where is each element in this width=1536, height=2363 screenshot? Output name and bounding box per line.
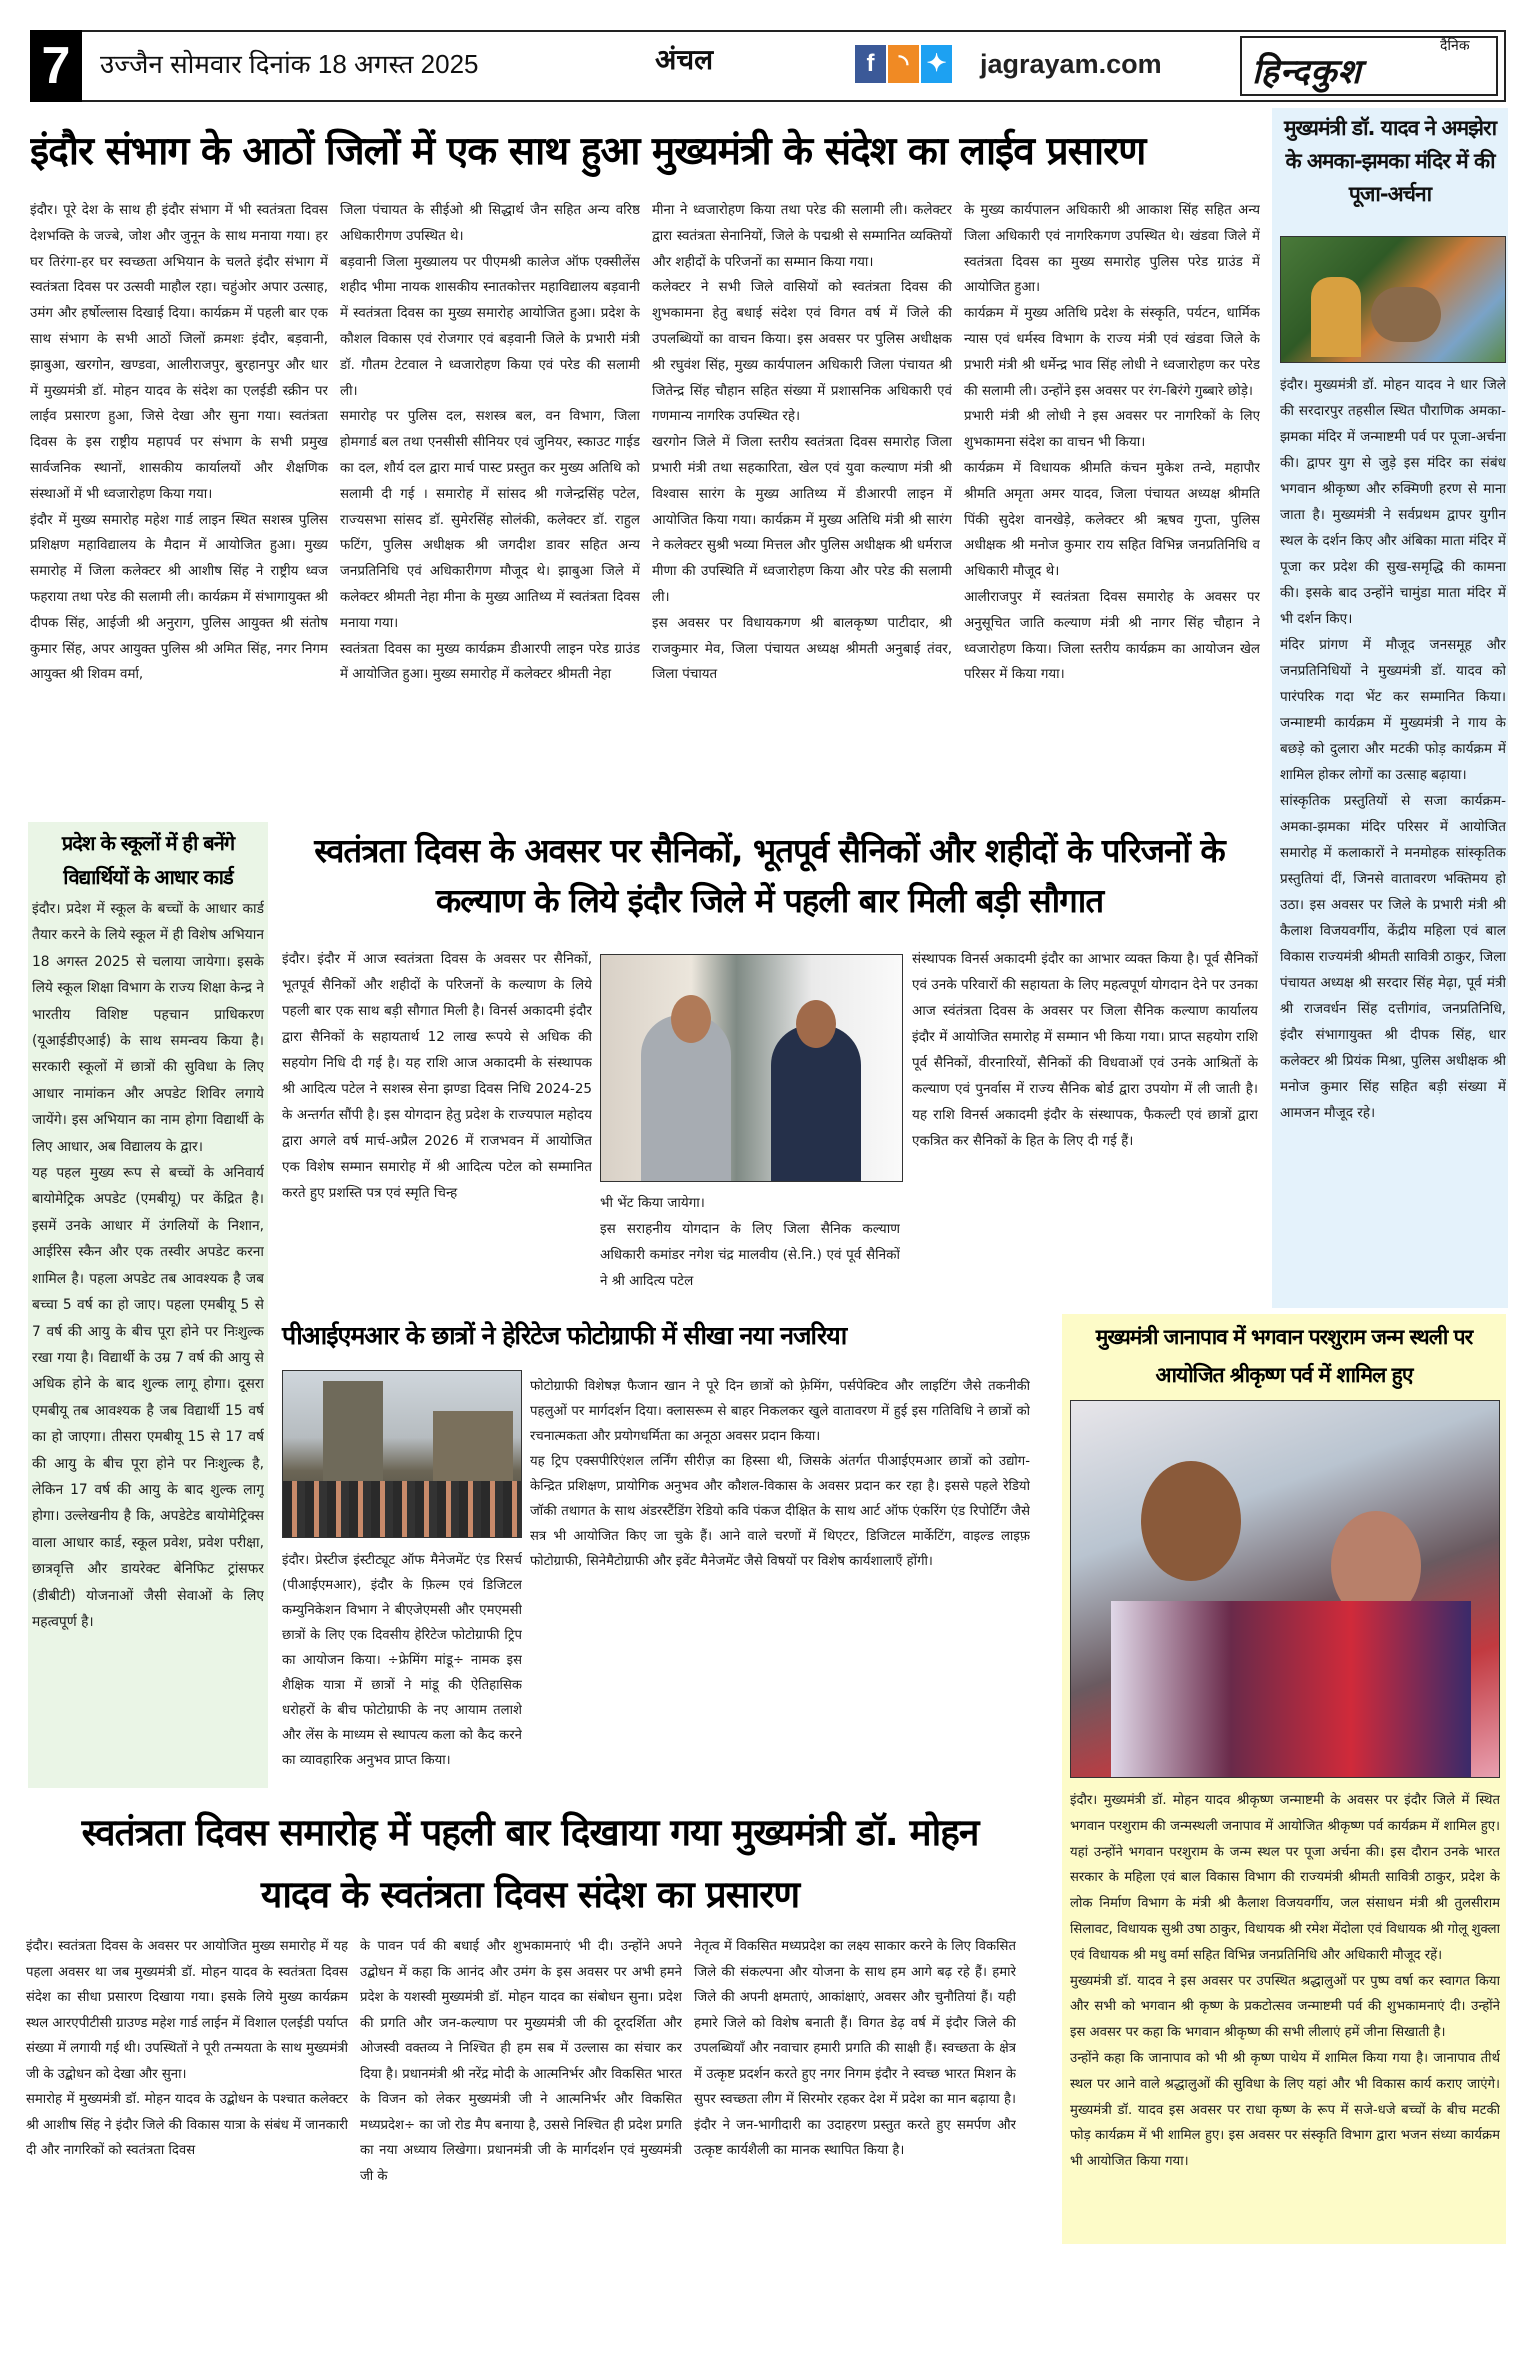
lead-column-3: मीना ने ध्वजारोहण किया तथा परेड की सलामी ली। कलेक्टर द्वारा स्वतंत्रता सेनानियों, जिले के पद्मश्री से सम्मानित व्यक्तियों और शहीदों के परिजनों का सम्मान किया गया। कलेक्टर ने सभी जिले वासियों को स्वतंत्रता दिवस की शुभकामना हेतु बधाई संदेश एवं विगत वर्ष में जिले की उपलब्धियों का वाचन किया। इस अवसर पर पुलिस अधीक्षक श्री रघुवंश सिंह, मुख्य कार्यपालन अधिकारी जिला पंचायत श्री जितेन्द्र सिंह चौहान सहित संख्या में प्रशासनिक अधिकारी एवं गणमान्य नागरिक उपस्थित रहे। खरगोन जिले में जिला स्तरीय स्वतंत्रता दिवस समारोह जिला प्रभारी मंत्री तथा सहकारिता, खेल एवं युवा कल्याण मंत्री श्री विश्वास सारंग के मुख्य आतिथ्य में डीआरपी लाइन में आयोजित किया गया। कार्यक्रम में मुख्य अतिथि मंत्री श्री सारंग ने कलेक्टर सुश्री भव्या मित्तल और पुलिस अधीक्षक श्री धर्मराज मीणा की उपस्थिति में ध्वजारोहण किया और परेड की सलामी ली। इस अवसर पर विधायकगण श्री बालकृष्ण पाटीदार, श्री राजकुमार मेव, जिला पंचायत अध्यक्ष श्रीमती अनुबाई तंवर, जिला पंचायत (652, 203, 952, 683)
pimr-column-1: इंदौर। प्रेस्टीज इंस्टीट्यूट ऑफ मैनेजमेंट एंड रिसर्च (पीआईएमआर), इंदौर के फ़िल्म एवं डिजिटल कम्युनिकेशन विभाग ने बीएजेएमसी और एमएमसी छात्रों के लिए एक दिवसीय हेरिटेज फोटोग्राफी ट्रिप का आयोजन किया। ÷फ्रेमिंग मांडू÷ नामक इस शैक्षिक यात्रा में छात्रों ने मांडू की ऐतिहासिक धरोहरों के बीच फोटोग्राफी के नए आयाम तलाशे और लेंस के माध्यम से स्थापत्य कला को कैद करने का व्यावहारिक अनुभव प्राप्त किया। (282, 1553, 522, 1768)
face-right (796, 1000, 836, 1048)
photo-figure (1311, 277, 1361, 357)
website-link[interactable]: jagrayam.com (980, 49, 1162, 79)
lead-column-1: इंदौर। पूरे देश के साथ ही इंदौर संभाग में भी स्वतंत्रता दिवस देशभक्ति के जज्बे, जोश और जुनून के साथ मनाया गया। हर घर तिरंगा-हर घर स्वच्छता अभियान के चलते इंदौर संभाग में स्वतंत्रता दिवस पर उत्सवी माहौल रहा। चहुंओर अपार उत्साह, उमंग और हर्षोल्लास दिखाई दिया। कार्यक्रम में पहली बार एक साथ संभाग के सभी आठों जिलों क्रमशः इंदौर, बड़वानी, झाबुआ, खरगोन, खण्डवा, आलीराजपुर, बुरहानपुर और धार में मुख्यमंत्री डॉ. मोहन यादव के संदेश का एलईडी स्क्रीन पर लाईव प्रसारण हुआ, जिसे देखा और सुना गया। स्वतंत्रता दिवस के इस राष्ट्रीय महापर्व पर संभाग के सभी प्रमुख सार्वजनिक स्थानों, शासकीय कार्यालयों और शैक्षणिक संस्थाओं में भी ध्वजारोहण किया गया। इंदौर में मुख्य समारोह महेश गार्ड लाइन स्थित सशस्त्र पुलिस प्रशिक्षण महाविद्यालय के मैदान में आयोजित हुआ। मुख्य समारोह में जिला कलेक्टर श्री आशीष सिंह ने राष्ट्रीय ध्वज फहराया तथा परेड की सलामी ली। कार्यक्रम में संभागायुक्त श्री दीपक सिंह, आईजी श्री अनुराग, पुलिस आयुक्त श्री संतोष कुमार सिंह, अपर आयुक्त पुलिस श्री अमित सिंह, नगर निगम आयुक्त श्री शिवम वर्मा, (30, 203, 328, 683)
broadcast-headline: स्वतंत्रता दिवस समारोह में पहली बार दिखाया गया मुख्यमंत्री डॉ. मोहन यादव के स्वतंत्रता दिवस संदेश का प्रसारण (81, 1811, 979, 1916)
janapav-photo (1070, 1400, 1500, 1778)
paper-name: हिन्दकुश (1252, 52, 1362, 92)
janapav-body: इंदौर। मुख्यमंत्री डॉ. मोहन यादव श्रीकृष्ण जन्माष्टमी के अवसर पर इंदौर जिले में स्थित भगवान परशुराम की जन्मस्थली जनापाव में आयोजित श्रीकृष्ण पर्व कार्यक्रम में शामिल हुए। यहां उन्होंने भगवान परशुराम के जन्म स्थल पर पूजा अर्चना की। इस दौरान उनके भारत सरकार के महिला एवं बाल विकास विभाग की राज्यमंत्री श्रीमती सावित्री ठाकुर, प्रदेश के लोक निर्माण विभाग के मंत्री श्री कैलाश विजयवर्गीय, जल संसाधन मंत्री श्री तुलसीराम सिलावट, विधायक सुश्री उषा ठाकुर, विधायक श्री रमेश मेंदोला एवं विधायक श्री गोलू शुक्ला एवं विधायक श्री मधु वर्मा सहित विभिन्न जनप्रतिनिधि और अधिकारी मौजूद रहें। मुख्यमंत्री डॉ. यादव ने इस अवसर पर उपस्थित श्रद्धालुओं पर पुष्प वर्षा कर स्वागत किया और सभी को भगवान श्री कृष्ण के प्रकटोत्सव जन्माष्टमी पर्व की शुभकामनाएं दी। उन्होंने इस अवसर पर कहा कि भगवान श्रीकृष्ण की सभी लीलाएं हमें जीना सिखाती है। उन्होंने कहा कि जानापाव को भी श्री कृष्ण पाथेय में शामिल किया गया है। जानापाव तीर्थ स्थल पर आने वाले श्रद्धालुओं की सुविधा के लिए यहां और भी विकास कार्य कराए जाएंगे। मुख्यमंत्री डॉ. यादव इस अवसर पर राधा कृष्ण के रूप में सजे-धजे बच्चों के बीच मटकी फोड़ कार्यक्रम में भी शामिल हुए। इस अवसर पर संस्कृति विभाग द्वारा भजन संध्या कार्यक्रम भी आयोजित किया गया। (1070, 1793, 1500, 2170)
pimr-column-2b: फोटोग्राफी विशेषज्ञ फैजान खान ने पूरे दिन छात्रों को फ़्रेमिंग, पर्सपेक्टिव और लाइटिंग जैसे तकनीकी पहलुओं पर मार्गदर्शन दिया। क्लासरूम से बाहर निकलकर खुले वातावरण में हुई इस गतिविधि ने छात्रों को रचनात्मकता और प्रयोगधर्मिता का अनूठा अवसर प्रदान किया। यह ट्रिप एक्सपीरिएंशल लर्निंग सीरीज़ का हिस्सा थी, जिसके अंतर्गत पीआईएमआर छात्रों को उद्योग-केन्द्रित प्रशिक्षण, प्रायोगिक अनुभव और कौशल-विकास के अवसर प्रदान कर रहा है। इससे पहले रेडियो जॉकी तथागत के साथ अंडरस्टैंडिंग रेडियो कवि पंकज दीक्षित के साथ आर्ट ऑफ एंकरिंग एंड रिपोर्टिंग जैसे सत्र भी आयोजित किए जा चुके हैं। आने वाले चरणों में थिएटर, डिजिटल मार्केटिंग, वाइल्ड लाइफ़ फोटोग्राफी, सिनेमैटोग्राफी और इवेंट मैनेजमेंट जैसे विषयों पर विशेष कार्यशालाएँ होंगी। (530, 1379, 1030, 1569)
ruin-arch (323, 1381, 383, 1491)
lead-column-4: के मुख्य कार्यपालन अधिकारी श्री आकाश सिंह सहित अन्य जिला अधिकारी एवं नागरिकगण उपस्थित थे। खंडवा जिले में स्वतंत्रता दिवस का मुख्य समारोह पुलिस परेड ग्राउंड में आयोजित हुआ। कार्यक्रम में मुख्य अतिथि प्रदेश के संस्कृति, पर्यटन, धार्मिक न्यास एवं धर्मस्व विभाग के राज्य मंत्री एवं खंडवा जिले के प्रभारी मंत्री श्री धर्मेन्द्र भाव सिंह लोधी ने ध्वजारोहण कर परेड की सलामी ली। उन्होंने इस अवसर पर रंग-बिरंगे गुब्बारे छोड़े। प्रभारी मंत्री श्री लोधी ने इस अवसर पर नागरिकों के लिए शुभकामना संदेश का वाचन भी किया। कार्यक्रम में विधायक श्रीमति कंचन मुकेश तन्वे, महापौर श्रीमति अमृता अमर यादव, जिला पंचायत अध्यक्ष श्रीमति पिंकी सुदेश वानखेड़े, कलेक्टर श्री ऋषव गुप्ता, पुलिस अधीक्षक श्री मनोज कुमार राय सहित विभिन्न जनप्रतिनिधि व अधिकारी मौजूद थे। आलीराजपुर में स्वतंत्रता दिवस समारोह के अवसर पर अनुसूचित जाति कल्याण मंत्री श्री नागर सिंह चौहान ने ध्वजारोहण किया। जिला स्तरीय कार्यक्रम का आयोजन खेल परिसर में किया गया। (964, 203, 1260, 683)
paper-tag: दैनिक (1440, 38, 1470, 54)
aadhaar-body: इंदौर। प्रदेश में स्कूल के बच्चों के आधार कार्ड तैयार करने के लिये स्कूल में ही विशेष अभियान 18 अगस्त 2025 से चलाया जायेगा। इसके लिये स्कूल शिक्षा विभाग के राज्य शिक्षा केन्द्र ने भारतीय विशिष्ट पहचान प्राधिकरण (यूआईडीएआई) के साथ समन्वय किया है। सरकारी स्कूलों में छात्रों की सुविधा के लिए आधार नामांकन और अपडेट शिविर लगाये जायेंगे। इस अभियान का नाम होगा विद्यार्थी के लिए आधार, अब विद्यालय के द्वार। यह पहल मुख्य रूप से बच्चों के अनिवार्य बायोमेट्रिक अपडेट (एमबीयू) पर केंद्रित है। इसमें उनके आधार में उंगलियों के निशान, आईरिस स्कैन और एक तस्वीर अपडेट करना शामिल है। पहला अपडेट तब आवश्यक है जब बच्चा 5 वर्ष का हो जाए। पहला एमबीयू 5 से 7 वर्ष की आयु के बीच पूरा होने पर निःशुल्क रखा गया है। विद्यार्थी के उम्र 7 वर्ष की आयु से अधिक होने के बाद शुल्क लागू होगा। दूसरा एमबीयू तब आवश्यक है जब विद्यार्थी 15 वर्ष का हो जाएगा। तीसरा एमबीयू 15 से 17 वर्ष की आयु के बीच पूरा होने पर निःशुल्क है, लेकिन 17 वर्ष की आयु के बाद शुल्क लागू होगा। उल्लेखनीय है कि, अपडेटेड बायोमेट्रिक्स वाला आधार कार्ड, स्कूल प्रवेश, प्रवेश परीक्षा, छात्रवृत्ति और डायरेक्ट बेनिफिट ट्रांसफर (डीबीटी) योजनाओं जैसी सेवाओं के लिए महत्वपूर्ण है। (32, 901, 264, 1630)
broadcast-column-1: इंदौर। स्वतंत्रता दिवस के अवसर पर आयोजित मुख्य समारोह में यह पहला अवसर था जब मुख्यमंत्री डॉ. मोहन यादव के स्वतंत्रता दिवस संदेश का सीधा प्रसारण दिखाया गया। इसके लिये मुख्य कार्यक्रम स्थल आरएपीटीसी ग्राउण्ड महेश गार्ड लाईन में विशाल एलईडी पर्याप्त संख्या में लगायी गई थी। उपस्थितों ने पूरी तन्मयता के साथ मुख्यमंत्री जी के उद्बोधन को देखा और सुना। समारोह में मुख्यमंत्री डॉ. मोहन यादव के उद्बोधन के पश्चात कलेक्टर श्री आशीष सिंह ने इंदौर जिले की विकास यात्रा के संबंध में जानकारी दी और नागरिकों को स्वतंत्रता दिवस (26, 1939, 348, 2158)
lead-column-2: जिला पंचायत के सीईओ श्री सिद्धार्थ जैन सहित अन्य वरिष्ठ अधिकारीगण उपस्थित थे। बड़वानी जिला मुख्यालय पर पीएमश्री कालेज ऑफ एक्सीलेंस शहीद भीमा नायक शासकीय स्नातकोत्तर महाविद्यालय बड़वानी में स्वतंत्रता दिवस का मुख्य समारोह आयोजित हुआ। प्रदेश के कौशल विकास एवं रोजगार एवं बड़वानी जिले के प्रभारी मंत्री डॉ. गौतम टेटवाल ने ध्वजारोहण किया एवं परेड की सलामी ली। समारोह पर पुलिस दल, सशस्त्र बल, वन विभाग, जिला होमगार्ड बल तथा एनसीसी सीनियर एवं जुनियर, स्काउट गाईड का दल, शौर्य दल द्वारा मार्च पास्ट प्रस्तुत कर मुख्य अतिथि को सलामी दी गई । समारोह में सांसद श्री गजेन्द्रसिंह पटेल, राज्यसभा सांसद डॉ. सुमेरसिंह सोलंकी, कलेक्टर डॉ. राहुल फटिंग, पुलिस अधीक्षक श्री जगदीश डावर सहित अन्य जनप्रतिनिधि एवं अधिकारीगण मौजूद थे। झाबुआ जिले में कलेक्टर श्रीमती नेहा मीना के मुख्य आतिथ्य में स्वतंत्रता दिवस मनाया गया। स्वतंत्रता दिवस का मुख्य कार्यक्रम डीआरपी लाइन परेड ग्राउंड में आयोजित हुआ। मुख्य समारोह में कलेक्टर श्रीमती नेहा (340, 203, 640, 683)
person-right (771, 1025, 861, 1182)
soldiers-column-3: संस्थापक विनर्स अकादमी इंदौर का आभार व्यक्त किया है। पूर्व सैनिकों एवं उनके परिवारों की सहायता के लिए महत्वपूर्ण योगदान देने पर उनका आज स्वंतंत्रता दिवस के अवसर पर जिला सैनिक कल्याण कार्यालय इंदौर में आयोजित समारोह में सम्मान भी किया गया। प्राप्त सहयोग राशि पूर्व सैनिकों, वीरनारियों, सैनिकों की विधवाओं एवं उनके आश्रितों के कल्याण एवं पुनर्वास में राज्य सैनिक बोर्ड द्वारा उपयोग में ली जाती है। यह राशि विनर्स अकादमी इंदौर के संस्थापक, फैकल्टी एवं छात्रों द्वारा एकत्रित कर सैनिकों के हित के लिए दी गई हैं। (912, 951, 1258, 1149)
soldiers-photo (600, 954, 903, 1182)
broadcast-column-3: नेतृत्व में विकसित मध्यप्रदेश का लक्ष्य साकार करने के लिए विकसित जिले की संकल्पना और योजना के साथ हम आगे बढ़ रहे हैं। हमारे जिले की अपनी क्षमताएं, आकांक्षाएं, अवसर और चुनौतियां हैं। यही हमारे जिले को विशेष बनाती हैं। विगत डेढ़ वर्ष में इंदौर जिले की उपलब्धियाँ और नवाचार हमारी प्रगति की साक्षी हैं। स्वच्छता के क्षेत्र में उत्कृष्ट प्रदर्शन करते हुए नगर निगम इंदौर ने स्वच्छ भारत मिशन के सुपर स्वच्छता लीग में सिरमोर रहकर देश में प्रदेश का मान बढ़ाया है। इंदौर ने जन-भागीदारी का उदाहरण प्रस्तुत करते हुए समर्पण और उत्कृष्ट कार्यशैली का मानक स्थापित किया है। (694, 1939, 1016, 2158)
broadcast-column-2: के पावन पर्व की बधाई और शुभकामनाएं भी दी। उन्होंने अपने उद्बोधन में कहा कि आनंद और उमंग के इस अवसर पर अभी हमने प्रदेश के यशस्वी मुख्यमंत्री डॉ. मोहन यादव का संबोधन सुना। प्रदेश की प्रगति और जन-कल्याण पर मुख्यमंत्री जी की दूरदर्शिता और ओजस्वी वक्तव्य ने निश्चित ही हम सब में उल्लास का संचार कर दिया है। प्रधानमंत्री श्री नरेंद्र मोदी के आत्मनिर्भर और विकसित भारत के विजन को लेकर मुख्यमंत्री जी ने आत्मनिर्भर और विकसित मध्यप्रदेश÷ का जो रोड मैप बनाया है, उससे निश्चित ही प्रदेश प्रगति का नया अध्याय लिखेगा। प्रधानमंत्री जी के मार्गदर्शन एवं मुख्यमंत्री जी के (360, 1939, 682, 2184)
amjhera-photo (1280, 236, 1506, 363)
lead-headline: इंदौर संभाग के आठों जिलों में एक साथ हुआ मुख्यमंत्री के संदेश का लाईव प्रसारण (30, 129, 1146, 174)
amjhera-headline: मुख्यमंत्री डॉ. यादव ने अमझेरा के अमका-झमका मंदिर में की पूजा-अर्चना (1283, 116, 1497, 206)
pimr-photo (282, 1370, 522, 1538)
cm-figure (1141, 1461, 1241, 1581)
student-group (283, 1481, 522, 1538)
janapav-headline: मुख्यमंत्री जानापाव में भगवान परशुराम जन्म स्थली पर आयोजित श्रीकृष्ण पर्व में शामिल हुए (1095, 1325, 1473, 1387)
rss-icon[interactable]: ◝ (888, 45, 919, 83)
face-left (671, 995, 711, 1043)
facebook-icon[interactable]: f (855, 45, 886, 83)
soldiers-column-1: इंदौर। इंदौर में आज स्वतंत्रता दिवस के अवसर पर सैनिकों, भूतपूर्व सैनिकों और शहीदों के परिजनों के कल्याण के लिये पहली बार एक साथ बड़ी सौगात मिली है। विनर्स अकादमी इंदौर द्वारा सैनिकों के सहायतार्थ 12 लाख रूपये से अधिक की सहयोग निधि दी गई है। यह राशि आज अकादमी के संस्थापक श्री आदित्य पटेल ने सशस्त्र सेना झण्डा दिवस निधि 2024-25 के अन्तर्गत सौंपी है। इस योगदान हेतु प्रदेश के राज्यपाल महोदय द्वारा अगले वर्ष मार्च-अप्रैल 2026 में राजभवन में आयोजित एक विशेष सम्मान समारोह में श्री आदित्य पटेल को सम्मानित करते हुए प्रशस्ति पत्र एवं स्मृति चिन्ह (282, 951, 592, 1201)
crowd-shape (1111, 1601, 1471, 1778)
dateline: उज्जैन सोमवार दिनांक 18 अगस्त 2025 (100, 49, 479, 79)
twitter-icon[interactable]: ✦ (921, 45, 952, 83)
page-number: 7 (30, 30, 82, 102)
ruin-wall (433, 1411, 513, 1491)
amjhera-body: इंदौर। मुख्यमंत्री डॉ. मोहन यादव ने धार जिले की सरदारपुर तहसील स्थित पौराणिक अमका-झमका मंदिर में जन्माष्टमी पर्व पर पूजा-अर्चना की। द्वापर युग से जुड़े इस मंदिर का संबंध भगवान श्रीकृष्ण और रुक्मिणी हरण से माना जाता है। मुख्यमंत्री ने सर्वप्रथम द्वापर युगीन स्थल के दर्शन किए और अंबिका माता मंदिर में पूजा कर प्रदेश की सुख-समृद्धि की कामना की। इसके बाद उन्होंने चामुंडा माता मंदिर में भी दर्शन किए। मंदिर प्रांगण में मौजूद जनसमूह और जनप्रतिनिधियों ने मुख्यमंत्री डॉ. यादव को पारंपरिक गदा भेंट कर सम्मानित किया। जन्माष्टमी कार्यक्रम में मुख्यमंत्री ने गाय के बछड़े को दुलारा और मटकी फोड़ कार्यक्रम में शामिल होकर लोगों का उत्साह बढ़ाया। सांस्कृतिक प्रस्तुतियों से सजा कार्यक्रम- अमका-झमका मंदिर परिसर में आयोजित समारोह में कलाकारों ने मनमोहक सांस्कृतिक प्रस्तुतियां दीं, जिनसे वातावरण भक्तिमय हो उठा। इस अवसर पर जिले के प्रभारी मंत्री श्री कैलाश विजयवर्गीय, केंद्रीय महिला एवं बाल विकास राज्यमंत्री श्रीमती सावित्री ठाकुर, जिला पंचायत अध्यक्ष श्री सरदार सिंह मेढ़ा, पूर्व मंत्री श्री राजवर्धन सिंह दत्तीगांव, जनप्रतिनिधि, इंदौर संभागायुक्त श्री दीपक सिंह, धार कलेक्टर श्री प्रियंक मिश्रा, पुलिस अधीक्षक श्री मनोज कुमार सिंह सहित बड़ी संख्या में आमजन मौजूद रहे। (1280, 377, 1506, 1121)
soldiers-column-2: भी भेंट किया जायेगा। इस सराहनीय योगदान के लिए जिला सैनिक कल्याण अधिकारी कमांडर नगेश चंद्र मालवीय (से.नि.) एवं पूर्व सैनिकों ने श्री आदित्य पटेल (600, 1195, 900, 1289)
calf-shape (1371, 287, 1441, 342)
social-links (855, 45, 952, 83)
pimr-headline: पीआईएमआर के छात्रों ने हेरिटेज फोटोग्राफी में सीखा नया नजरिया (282, 1321, 847, 1350)
aadhaar-headline: प्रदेश के स्कूलों में ही बनेंगे विद्यार्थियों के आधार कार्ड (61, 831, 235, 889)
section-title: अंचल (655, 43, 714, 76)
soldiers-headline: स्वतंत्रता दिवस के अवसर पर सैनिकों, भूतपूर्व सैनिकों और शहीदों के परिजनों के कल्याण के लिये इंदौर जिले में पहली बार मिली बड़ी सौगात (314, 831, 1225, 920)
